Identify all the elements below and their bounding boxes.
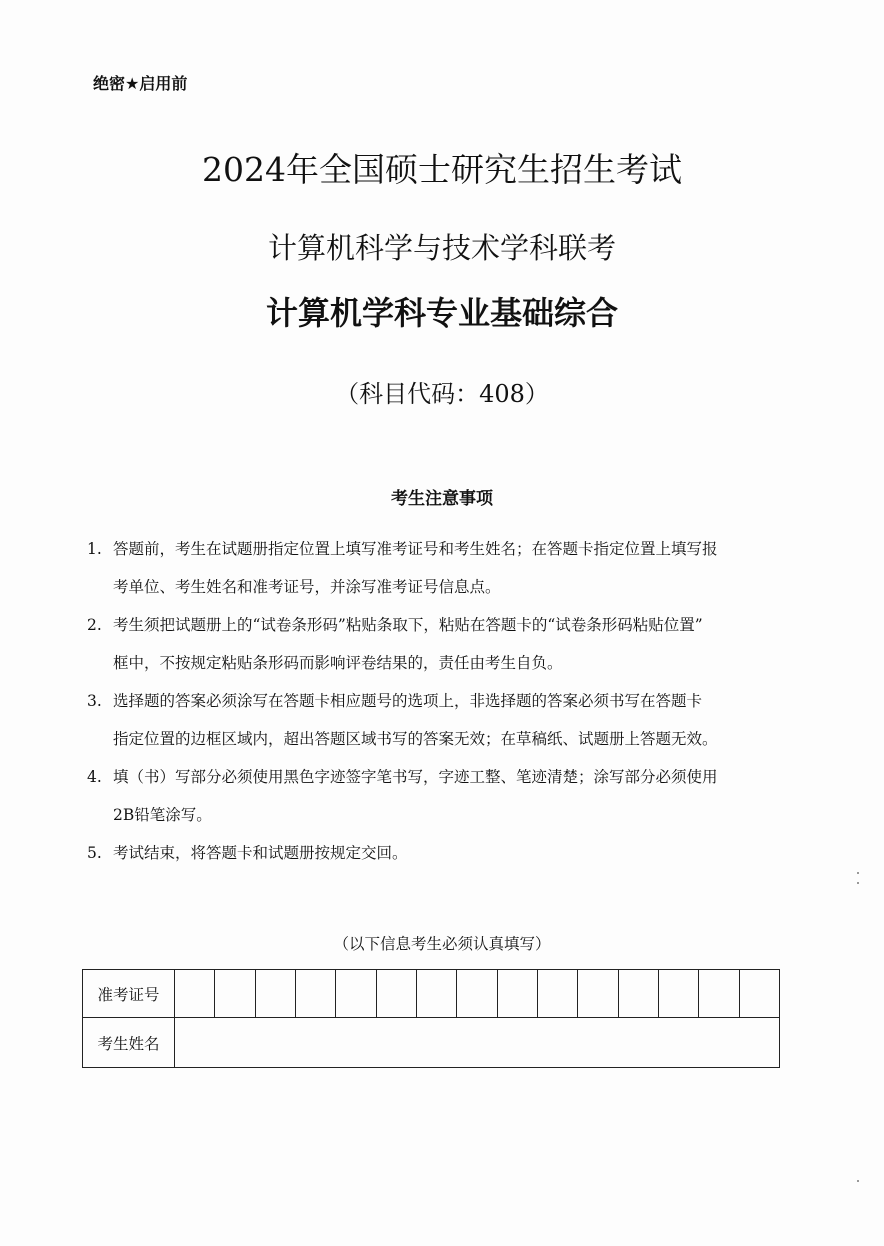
candidate-name-row bbox=[83, 1018, 780, 1068]
candidate-name-field[interactable] bbox=[175, 1018, 780, 1068]
notice-item-number: 5. bbox=[87, 844, 102, 862]
notice-item-text: 答题前，考生在试题册指定位置上填写准考证号和考生姓名；在答题卡指定位置上填写报 考单位、考生姓名和准考证号，并涂写准考证号信息点。 bbox=[113, 540, 718, 596]
candidate-name-label: 考生姓名 bbox=[83, 1018, 175, 1068]
exam-number-digit-box[interactable] bbox=[699, 970, 739, 1018]
notice-item-text: 填（书）写部分必须使用黑色字迹签字笔书写，字迹工整、笔迹清楚；涂写部分必须使用 2B铅笔涂写。 bbox=[113, 768, 718, 824]
exam-number-digit-box[interactable] bbox=[376, 970, 416, 1018]
notice-item-number: 4. bbox=[87, 768, 102, 786]
notice-item-text: 考生须把试题册上的“试卷条形码”粘贴条取下，粘贴在答题卡的“试卷条形码粘贴位置” 框中，不按规定粘贴条形码而影响评卷结果的，责任由考生自负。 bbox=[113, 616, 703, 672]
exam-number-row bbox=[83, 970, 780, 1018]
margin-dot bbox=[857, 882, 859, 884]
margin-dot bbox=[857, 872, 859, 874]
exam-title: 2024年全国硕士研究生招生考试 bbox=[202, 150, 682, 189]
notice-item-number: 1. bbox=[87, 540, 102, 558]
notice-item-text: 选择题的答案必须涂写在答题卡相应题号的选项上，非选择题的答案必须书写在答题卡 指定位置的边框区域内，超出答题区域书写的答案无效；在草稿纸、试题册上答题无效。 bbox=[113, 692, 718, 748]
subject-code: （科目代码：408） bbox=[335, 380, 549, 408]
confidential-label: 绝密★启用前 bbox=[93, 74, 188, 93]
notice-heading: 考生注意事项 bbox=[391, 489, 493, 509]
fill-instruction: （以下信息考生必须认真填写） bbox=[333, 935, 551, 953]
exam-number-digit-box[interactable] bbox=[255, 970, 295, 1018]
subject-title: 计算机学科专业基础综合 bbox=[265, 294, 618, 332]
exam-number-digit-box[interactable] bbox=[416, 970, 456, 1018]
notice-item bbox=[87, 834, 797, 872]
notice-list bbox=[87, 530, 797, 872]
notice-item bbox=[87, 606, 797, 682]
exam-number-digit-box[interactable] bbox=[295, 970, 335, 1018]
notice-item-number: 3. bbox=[87, 692, 102, 710]
exam-number-digit-box[interactable] bbox=[497, 970, 537, 1018]
exam-number-digit-box[interactable] bbox=[175, 970, 215, 1018]
notice-item bbox=[87, 530, 797, 606]
exam-number-digit-box[interactable] bbox=[215, 970, 255, 1018]
margin-dot bbox=[857, 1180, 859, 1182]
exam-number-digit-box[interactable] bbox=[658, 970, 698, 1018]
exam-number-digit-box[interactable] bbox=[537, 970, 577, 1018]
exam-number-digit-box[interactable] bbox=[457, 970, 497, 1018]
exam-number-digit-box[interactable] bbox=[578, 970, 618, 1018]
notice-item-number: 2. bbox=[87, 616, 102, 634]
notice-item bbox=[87, 682, 797, 758]
exam-number-digit-box[interactable] bbox=[336, 970, 376, 1018]
candidate-info-table bbox=[82, 969, 780, 1068]
exam-number-digit-box[interactable] bbox=[739, 970, 779, 1018]
joint-exam-title: 计算机科学与技术学科联考 bbox=[267, 231, 616, 265]
exam-number-label: 准考证号 bbox=[83, 970, 175, 1018]
exam-number-digit-box[interactable] bbox=[618, 970, 658, 1018]
notice-item-text: 考试结束，将答题卡和试题册按规定交回。 bbox=[113, 844, 408, 862]
notice-item bbox=[87, 758, 797, 834]
